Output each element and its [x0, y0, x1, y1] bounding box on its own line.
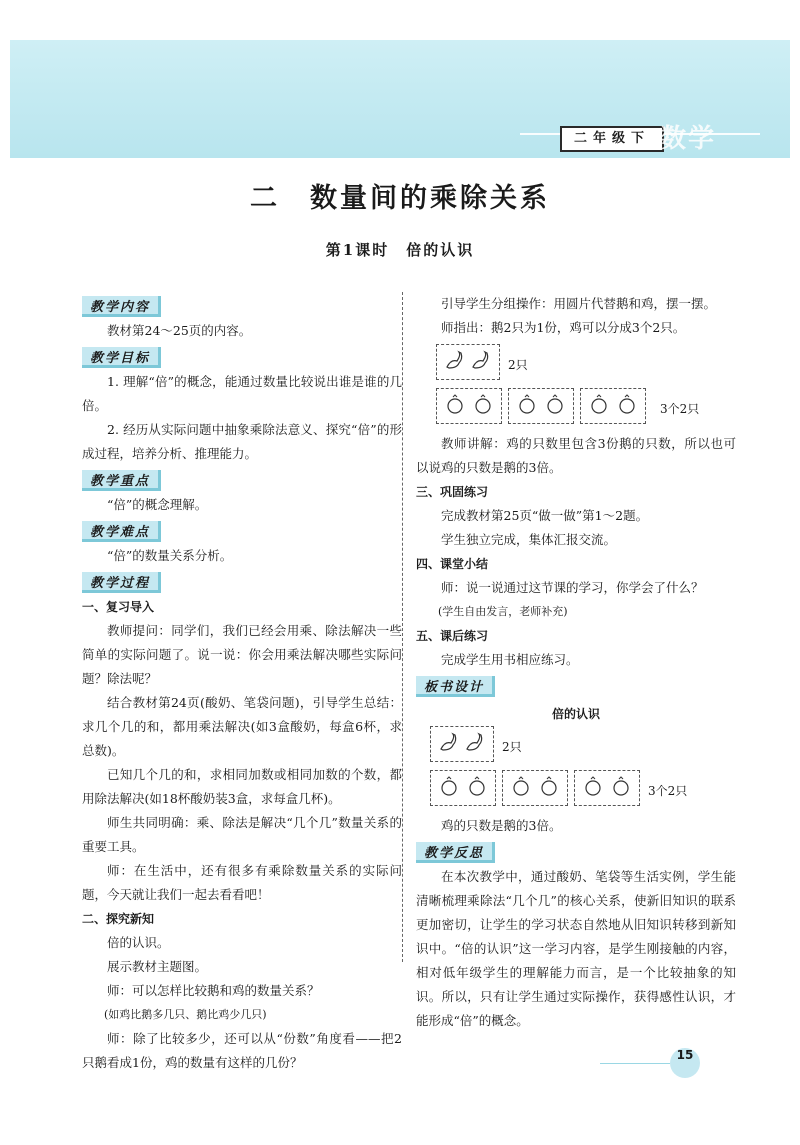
board-chicken-group-3 — [574, 770, 640, 806]
chapter-title: 二 数量间的乘除关系 — [250, 183, 550, 214]
reflect-tag: 教学反思 — [416, 842, 495, 863]
goose-icon — [443, 349, 467, 373]
chicken-icon — [465, 775, 489, 799]
board-title: 倍的认识 — [551, 707, 600, 721]
goose-icon — [463, 731, 487, 755]
section-5-heading: 五、课后练习 — [416, 629, 489, 643]
s4-paragraph-2: (学生自由发言，老师补充) — [438, 605, 568, 618]
chicken-icon — [543, 393, 567, 417]
board-chickens-illustration — [416, 770, 736, 808]
chicken-icon — [615, 393, 639, 417]
chicken-icon — [587, 393, 611, 417]
board-geese-box — [430, 726, 494, 762]
subject-label: 数学 — [660, 124, 717, 154]
s1-paragraph-5: 师：在生活中，还有很多有乘除数量关系的实际问题，今天就让我们一起去看看吧！ — [82, 863, 402, 902]
key-tag: 教学重点 — [82, 470, 161, 491]
left-column — [82, 292, 402, 1075]
chicken-group-2 — [508, 388, 574, 424]
s1-paragraph-4: 师生共同明确：乘、除法是解决“几个几”数量关系的重要工具。 — [82, 815, 402, 854]
s1-paragraph-3: 已知几个几的和，求相同加数或相同加数的个数，都用除法解决(如18杯酸奶装3盒，求每盒几杯)。 — [82, 767, 402, 806]
geese-box — [436, 344, 500, 380]
s2-paragraph-2: 展示教材主题图。 — [107, 959, 208, 974]
s2-paragraph-5: 师：除了比较多少，还可以从“份数”角度看——把2只鹅看成1份，鸡的数量有这样的几份？ — [82, 1031, 402, 1070]
chicken-group-1 — [436, 388, 502, 424]
chicken-icon — [471, 393, 495, 417]
goose-icon — [469, 349, 493, 373]
s2-paragraph-1: 倍的认识。 — [107, 935, 170, 950]
chicken-icon — [509, 775, 533, 799]
board-chicken-group-2 — [502, 770, 568, 806]
chicken-group-3 — [580, 388, 646, 424]
s5-paragraph-1: 完成学生用书相应练习。 — [441, 652, 579, 667]
r-paragraph-1: 引导学生分组操作：用圆片代替鹅和鸡，摆一摆。 — [441, 296, 717, 311]
board-geese-illustration — [416, 726, 736, 764]
board-geese-label: 2只 — [502, 740, 522, 754]
chickens-label: 3个2只 — [660, 402, 700, 416]
s1-paragraph-1: 教师提问：同学们，我们已经会用乘、除法解决一些简单的实际问题了。说一说：你会用乘法解决哪些实际问题？除法呢？ — [82, 623, 402, 686]
chicken-icon — [515, 393, 539, 417]
board-tag: 板书设计 — [416, 676, 495, 697]
geese-label: 2只 — [508, 358, 528, 372]
reflect-text: 在本次教学中，通过酸奶、笔袋等生活实例，学生能清晰梳理乘除法“几个几”的核心关系，使新旧知识的联系更加密切，让学生的学习状态自然地从旧知识转移到新知识中。“倍的认识”这一学习内容，是学生刚接触的内容，相对低年级学生的理解能力而言，是一个比较抽象的知识。所以，只有让学生通过实际操作，获得感性认识，才能形成“倍”的概念。 — [416, 869, 736, 1028]
s3-paragraph-1: 完成教材第25页“做一做”第1～2题。 — [441, 508, 649, 523]
page-number: 15 — [670, 1048, 700, 1078]
board-chickens-label: 3个2只 — [648, 784, 688, 798]
content-tag: 教学内容 — [82, 296, 161, 317]
page-number-line — [600, 1063, 670, 1064]
r-paragraph-2: 师指出：鹅2只为1份，鸡可以分成3个2只。 — [441, 320, 686, 335]
goals-tag: 教学目标 — [82, 347, 161, 368]
chicken-icon — [609, 775, 633, 799]
chicken-icon — [437, 775, 461, 799]
grade-label: 二年级下 — [560, 126, 664, 152]
goal-2: 2. 经历从实际问题中抽象乘除法意义、探究“倍”的形成过程，培养分析、推理能力。 — [82, 422, 402, 461]
chicken-icon — [443, 393, 467, 417]
content-text: 教材第24～25页的内容。 — [107, 323, 252, 338]
s2-paragraph-4: (如鸡比鹅多几只、鹅比鸡少几只) — [104, 1008, 267, 1021]
section-3-heading: 三、巩固练习 — [416, 485, 489, 499]
section-1-heading: 一、复习导入 — [82, 600, 155, 614]
geese-illustration — [416, 344, 736, 382]
s1-paragraph-2: 结合教材第24页(酸奶、笔袋问题)，引导学生总结：求几个几的和，都用乘法解决(如3盒酸奶，每盒6杯，求总数)。 — [82, 695, 402, 758]
s3-paragraph-2: 学生独立完成，集体汇报交流。 — [441, 532, 617, 547]
goose-icon — [437, 731, 461, 755]
chicken-icon — [581, 775, 605, 799]
board-chicken-group-1 — [430, 770, 496, 806]
r-paragraph-3: 教师讲解：鸡的只数里包含3份鹅的只数，所以也可以说鸡的只数是鹅的3倍。 — [416, 436, 736, 475]
lesson-title: 第1课时 倍的认识 — [325, 241, 475, 259]
chickens-illustration — [416, 388, 736, 426]
key-text: “倍”的概念理解。 — [107, 497, 208, 512]
difficulty-tag: 教学难点 — [82, 521, 161, 542]
s2-paragraph-3: 师：可以怎样比较鹅和鸡的数量关系？ — [107, 983, 320, 998]
section-2-heading: 二、探究新知 — [82, 912, 155, 926]
chicken-icon — [537, 775, 561, 799]
difficulty-text: “倍”的数量关系分析。 — [107, 548, 233, 563]
right-column — [416, 292, 736, 1033]
board-caption: 鸡的只数是鹅的3倍。 — [441, 818, 562, 833]
process-tag: 教学过程 — [82, 572, 161, 593]
goal-1: 1. 理解“倍”的概念，能通过数量比较说出谁是谁的几倍。 — [82, 374, 402, 413]
column-divider — [402, 292, 403, 962]
section-4-heading: 四、课堂小结 — [416, 557, 489, 571]
s4-paragraph-1: 师：说一说通过这节课的学习，你学会了什么？ — [441, 580, 704, 595]
